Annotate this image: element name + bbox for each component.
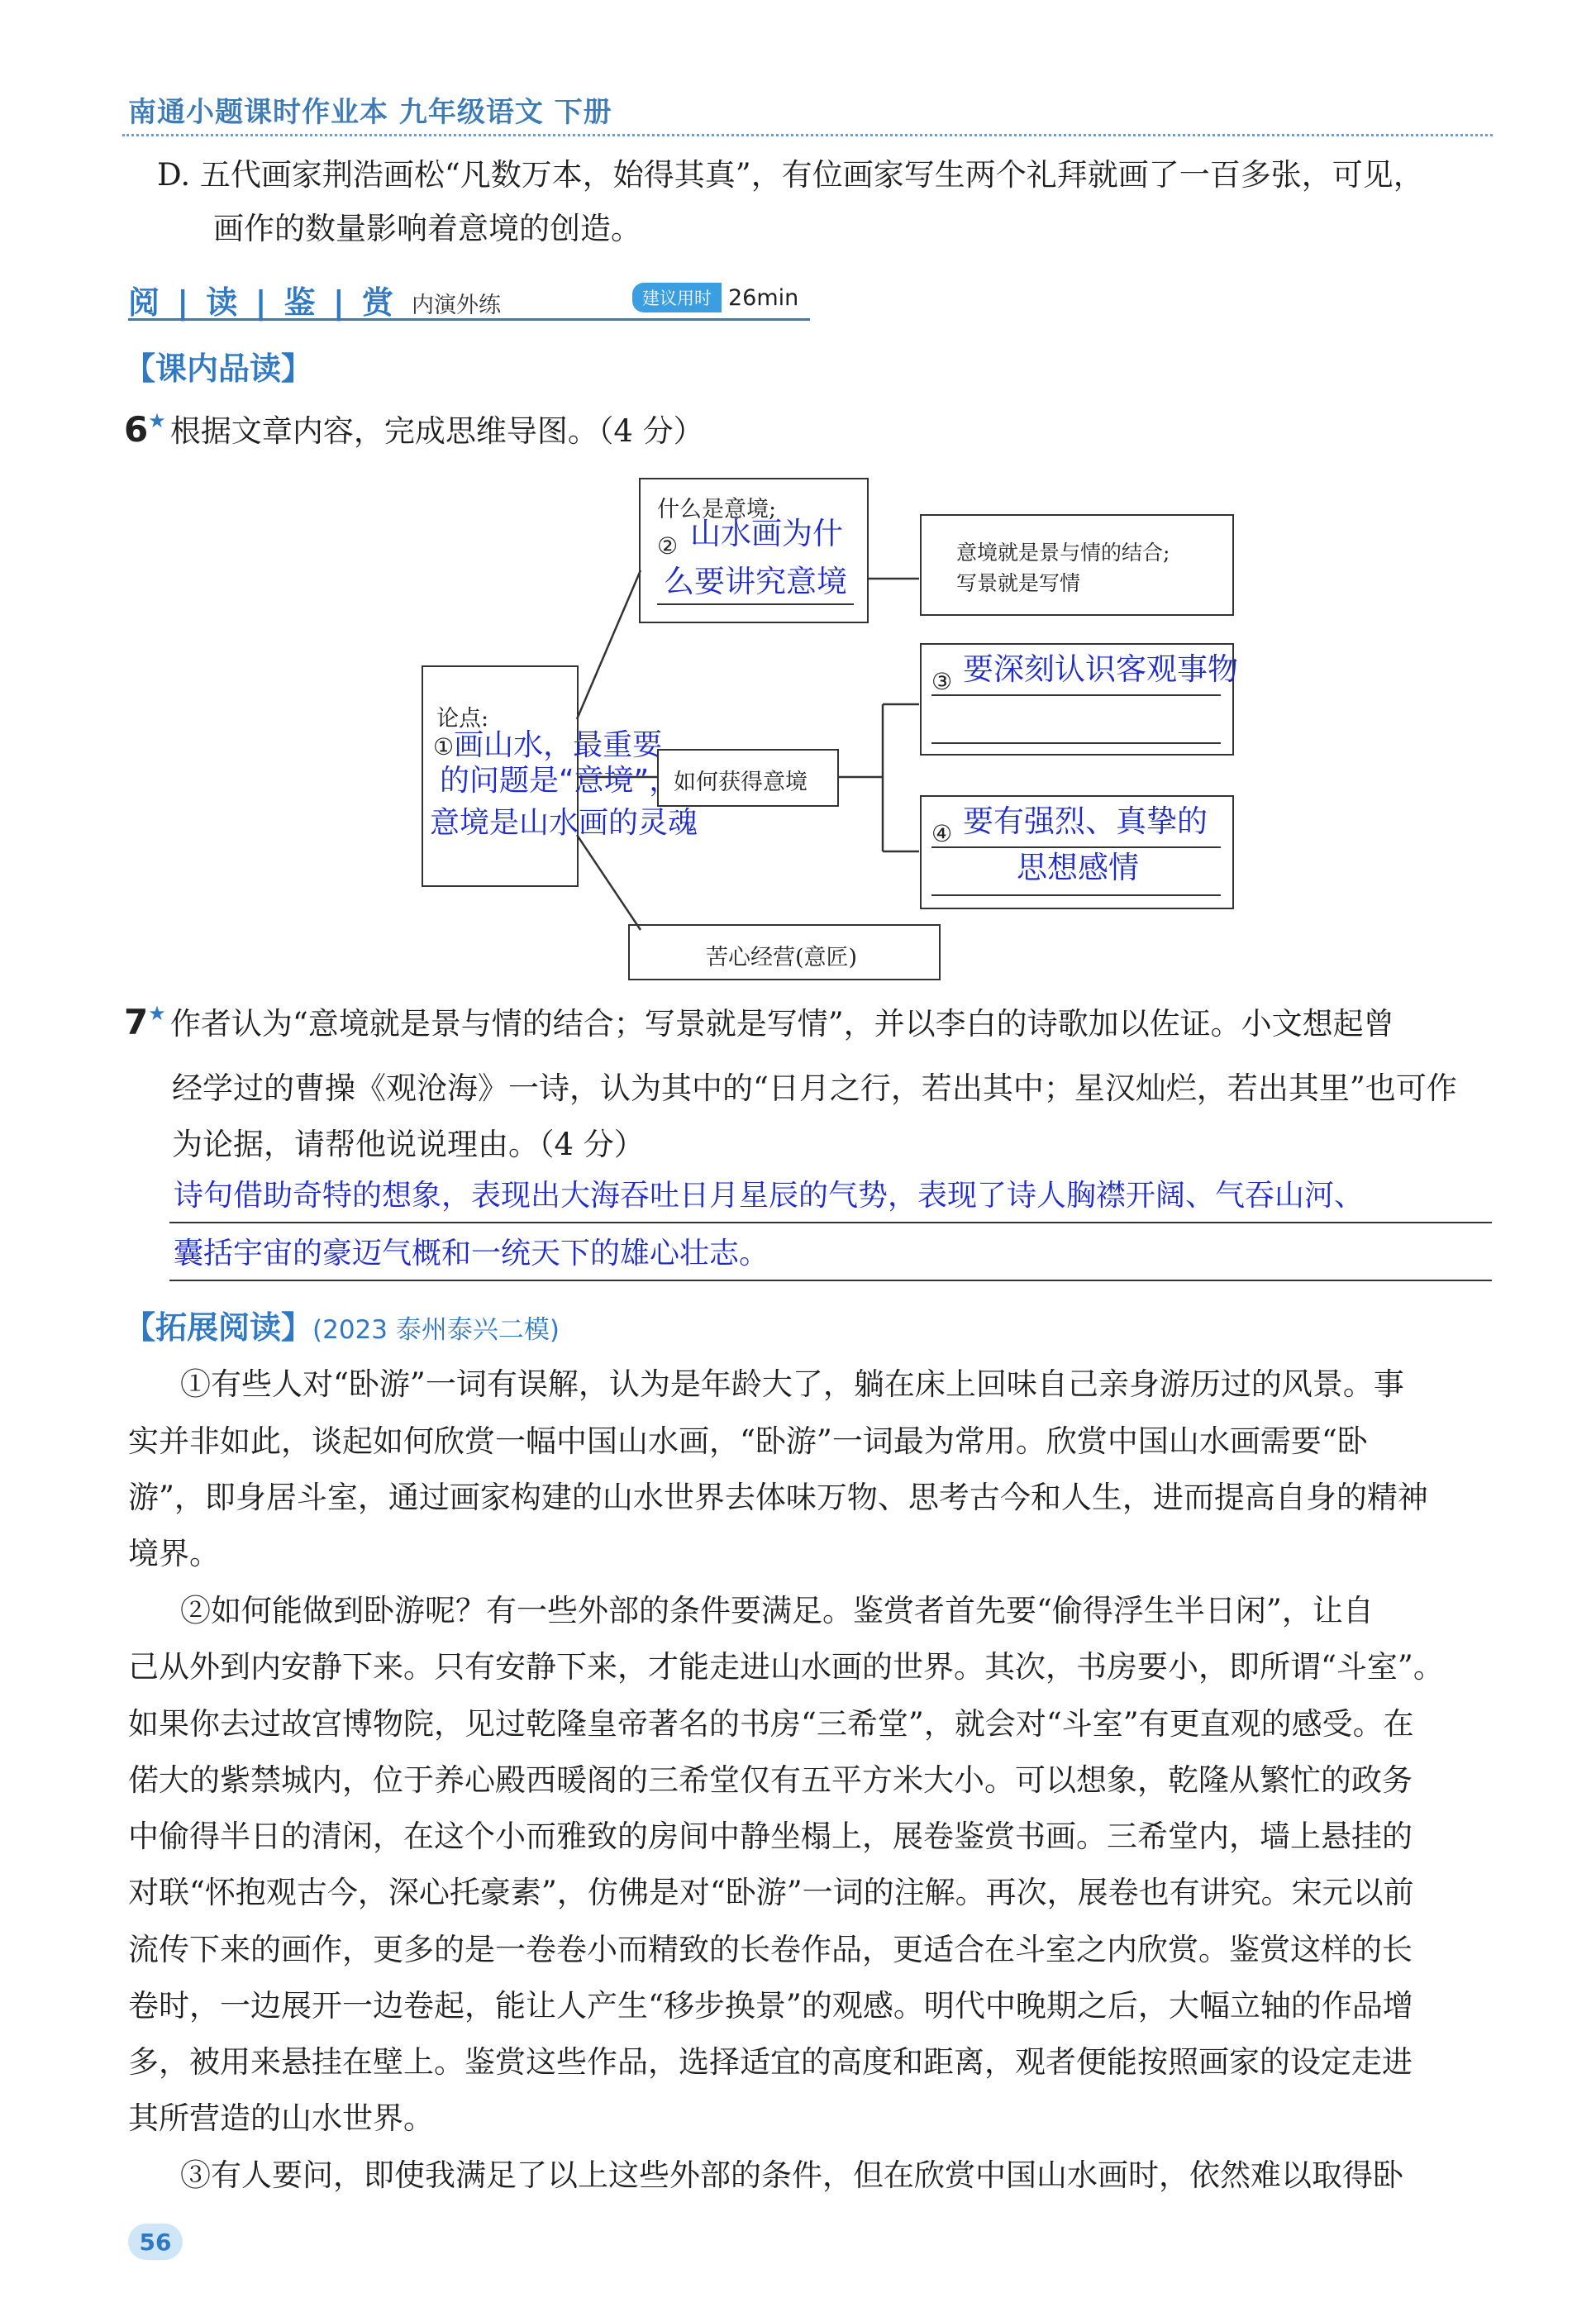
mid-right-2-answer-line-1: 要有强烈、真挚的 [963, 803, 1208, 839]
option-d-line-2: 画作的数量影响着意境的创造。 [213, 211, 641, 246]
mindmap-mid-right-box-1 [920, 643, 1238, 756]
passage-line-11: 流传下来的画作，更多的是一卷卷小而精致的长卷作品，更适合在斗室之内欣赏。鉴赏这样的长 [128, 1932, 1413, 1967]
mindmap-top-right-box [920, 514, 1234, 616]
passage-line-5: ②如何能做到卧游呢？有一些外部的条件要满足。鉴赏者首先要“偷得浮生半日闲”，让自 [180, 1593, 1374, 1628]
passage-line-13: 多，被用来悬挂在壁上。鉴赏这些作品，选择适宜的高度和距离，观者便能按照画家的设定走进 [128, 2044, 1413, 2080]
mid-right-1-answer: 要深刻认识客观事物 [963, 651, 1238, 687]
top-right-text-1: 意境就是景与情的结合; [956, 541, 1170, 565]
root-answer-text-1: 画山水，最重要 [454, 728, 663, 762]
bottom-label: 苦心经营(意匠) [706, 945, 858, 970]
passage-line-7: 如果你去过故宫博物院，见过乾隆皇帝著名的书房“三希堂”，就会对“斗室”有更直观的感受。在 [128, 1706, 1414, 1742]
answer-line-2 [169, 1280, 1492, 1281]
section-title: 阅 | 读 | 鉴 | 赏 [128, 284, 398, 321]
option-d-line-1: D. 五代画家荆浩画松“凡数万本，始得其真”，有位画家写生两个礼拜就画了一百多张，可见， [157, 157, 1424, 193]
question-number: 7 [124, 1002, 149, 1042]
question-7-heading [124, 1002, 1394, 1042]
passage-line-12: 卷时，一边展开一边卷起，能让人产生“移步换景”的观感。明代中晚期之后，大幅立轴的作品增 [128, 1988, 1413, 2024]
passage-line-9: 中偷得半日的清闲，在这个小而雅致的房间中静坐榻上，展卷鉴赏书画。三希堂内，墙上悬挂的 [128, 1819, 1413, 1854]
connector-root-bottom [577, 835, 641, 930]
root-answer-line-3: 意境是山水画的灵魂 [430, 806, 698, 841]
mid-right-2-number: ④ [931, 820, 953, 847]
passage-line-8: 偌大的紫禁城内，位于养心殿西暖阁的三希堂仅有五平方米大小。可以想象，乾隆从繁忙的政务 [128, 1762, 1413, 1798]
mindmap-top-box [639, 478, 869, 623]
root-number: ① [433, 733, 455, 760]
root-label: 论点: [436, 706, 489, 732]
mindmap-mid-box [657, 749, 839, 807]
mid-right-1-underline-1 [931, 694, 1221, 696]
answer-line-1 [169, 1222, 1492, 1223]
mid-right-1-number: ③ [931, 668, 953, 695]
mindmap-mid-right-box-2 [920, 795, 1234, 909]
star-icon: ★ [148, 1002, 166, 1025]
mid-right-2-underline-1 [931, 846, 1221, 848]
root-answer-line-2: 的问题是“意境”， [440, 764, 679, 799]
page-header-title: 南通小题课时作业本 九年级语文 下册 [128, 96, 612, 129]
passage-line-14: 其所营造的山水世界。 [128, 2100, 434, 2136]
top-label: 什么是意境; [657, 497, 777, 522]
connector-root-top [577, 570, 641, 719]
question-7-line-1: 作者认为“意境就是景与情的结合；写景就是写情”，并以李白的诗歌加以佐证。小文想起曾 [169, 1006, 1394, 1042]
mid-right-1-underline-2 [931, 742, 1221, 744]
passage-line-15: ③有人要问，即使我满足了以上这些外部的条件，但在欣赏中国山水画时，依然难以取得卧 [180, 2157, 1403, 2193]
passage-line-10: 对联“怀抱观古今，深心托豪素”，仿佛是对“卧游”一词的注解。再次，展卷也有讲究。宋元以前 [128, 1875, 1414, 1910]
extended-reading-tag: 【拓展阅读】 [124, 1309, 313, 1346]
passage-line-3: 游”，即身居斗室，通过画家构建的山水世界去体味万物、思考古今和人生，进而提高自身的精神 [128, 1480, 1428, 1515]
mid-right-2-answer-line-2: 思想感情 [1017, 850, 1139, 885]
extended-reading-header [124, 1302, 560, 1347]
question-7-answer-line-1: 诗句借助奇特的想象，表现出大海吞吐日月星辰的气势，表现了诗人胸襟开阔、气吞山河、 [174, 1179, 1365, 1213]
question-6-prompt: 根据文章内容，完成思维导图。（4 分） [169, 413, 704, 449]
question-7-line-3: 为论据，请帮他说说理由。（4 分） [172, 1127, 645, 1162]
passage-line-4: 境界。 [128, 1536, 220, 1571]
question-7-line-2: 经学过的曹操《观沧海》一诗，认为其中的“日月之行，若出其中；星汉灿烂，若出其里”也可作 [172, 1070, 1457, 1106]
top-answer-line-2: 么要讲究意境 [664, 564, 847, 599]
top-right-text-2: 写景就是写情 [956, 571, 1081, 595]
suggested-time-label: 建议用时 [632, 283, 722, 312]
question-number: 6 [124, 409, 149, 450]
top-answer-underline [657, 603, 854, 605]
passage-line-6: 己从外到内安静下来。只有安静下来，才能走进山水画的世界。其次，书房要小，即所谓“斗室”。 [128, 1649, 1444, 1685]
star-icon: ★ [148, 409, 166, 432]
mid-label: 如何获得意境 [674, 770, 808, 795]
extended-reading-source: (2023 泰州泰兴二模) [312, 1315, 560, 1345]
passage-line-2: 实并非如此，谈起如何欣赏一幅中国山水画，“卧游”一词最为常用。欣赏中国山水画需要“卧 [128, 1423, 1368, 1459]
mindmap-bottom-box [628, 924, 941, 980]
section-subtitle: 内演外练 [412, 293, 501, 318]
top-number: ② [657, 532, 679, 560]
page-number: 56 [128, 2224, 183, 2260]
top-answer-line-1: 山水画为什 [690, 516, 843, 551]
suggested-time-value: 26min [728, 284, 799, 311]
mid-right-2-underline-2 [931, 894, 1221, 896]
in-class-reading-tag: 【课内品读】 [124, 350, 313, 387]
question-7-answer-line-2: 囊括宇宙的豪迈气概和一统天下的雄心壮志。 [174, 1237, 769, 1271]
passage-line-1: ①有些人对“卧游”一词有误解，认为是年龄大了，躺在床上回味自己亲身游历过的风景。事 [180, 1366, 1404, 1402]
